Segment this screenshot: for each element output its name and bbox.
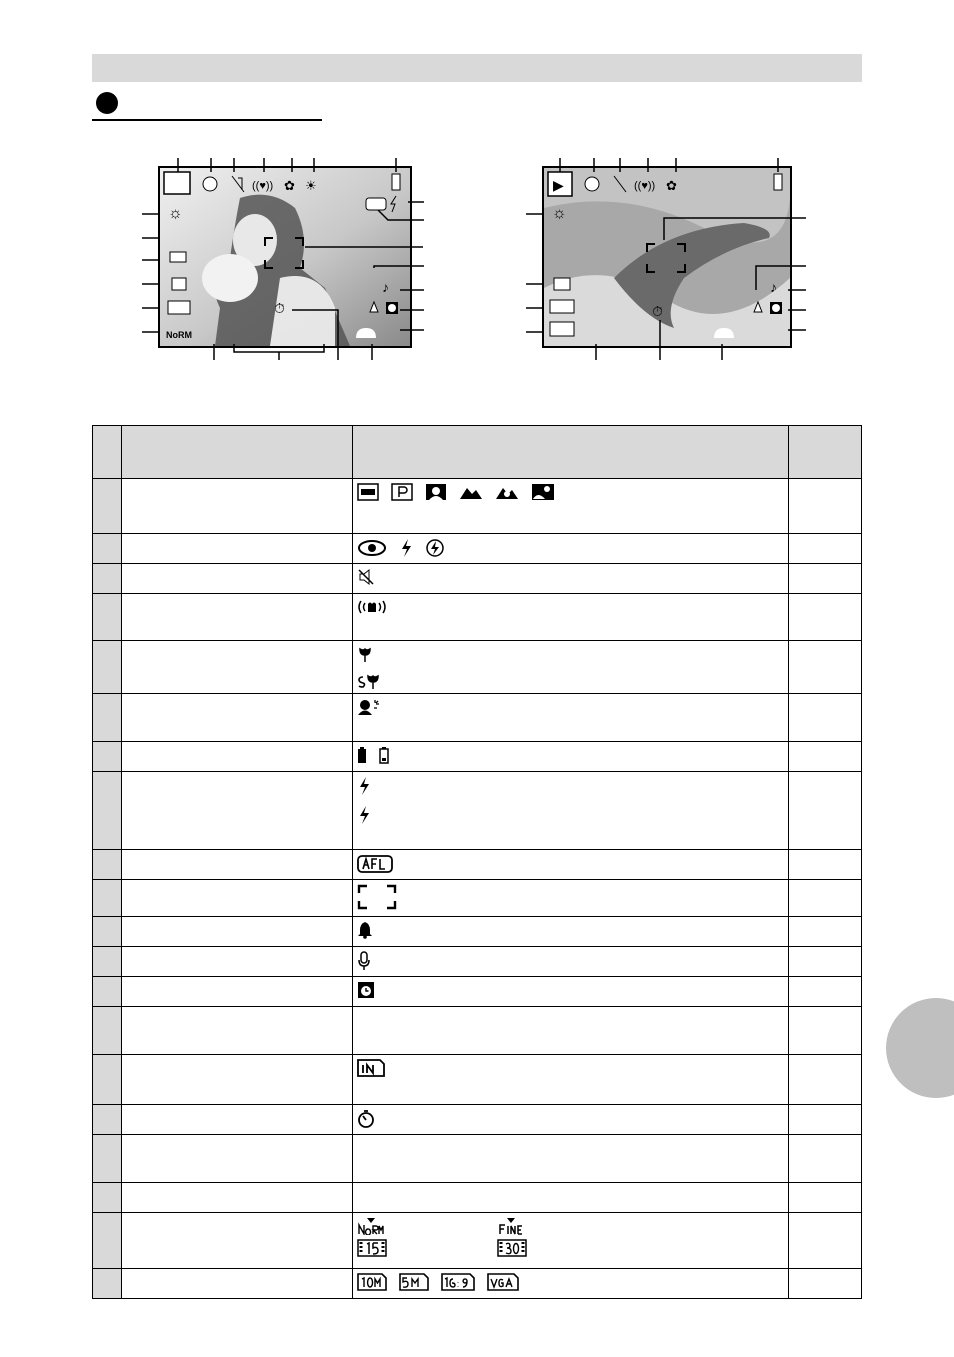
row-item-cell xyxy=(122,534,353,564)
row-indication-cell xyxy=(353,742,789,772)
white-balance-icon: ☼ xyxy=(552,205,567,222)
indication-icons xyxy=(357,880,784,910)
row-page-cell xyxy=(789,1213,862,1269)
row-number-cell xyxy=(93,534,122,564)
row-number-cell xyxy=(93,772,122,850)
table-row xyxy=(93,479,862,534)
indication-icons xyxy=(357,917,784,939)
super-macro-icon xyxy=(357,672,784,693)
row-page-cell xyxy=(789,534,862,564)
table-row xyxy=(93,880,862,917)
size-16-9-icon xyxy=(441,1273,475,1291)
row-item-cell xyxy=(122,1105,353,1135)
auto-mode-icon xyxy=(357,483,379,501)
indication-icons xyxy=(357,1269,784,1291)
row-indication-cell xyxy=(353,917,789,947)
row-page-cell xyxy=(789,594,862,641)
row-item-cell xyxy=(122,850,353,880)
fine-quality-icon xyxy=(497,1217,637,1235)
col-header-page xyxy=(789,426,862,479)
red-eye-flash-icon xyxy=(357,539,387,557)
af-target-mark-icon xyxy=(357,884,397,910)
night-scene-mode-icon xyxy=(531,483,555,501)
row-item-cell xyxy=(122,1007,353,1055)
size-5m-icon xyxy=(399,1273,429,1291)
row-number-cell xyxy=(93,564,122,594)
table-row xyxy=(93,1105,862,1135)
row-number-cell xyxy=(93,479,122,534)
row-item-cell xyxy=(122,772,353,850)
row-indication-cell xyxy=(353,534,789,564)
row-indication-cell xyxy=(353,694,789,742)
afl-icon xyxy=(357,854,393,874)
sound-record-icon: ♪ xyxy=(770,279,777,295)
table-row xyxy=(93,1135,862,1183)
row-number-cell xyxy=(93,917,122,947)
p-mode-icon xyxy=(391,483,413,501)
row-item-cell xyxy=(122,479,353,534)
flash-warning-icon xyxy=(357,805,784,828)
indication-icons xyxy=(357,564,784,586)
row-item-cell xyxy=(122,742,353,772)
row-item-cell xyxy=(122,1055,353,1105)
table-row xyxy=(93,694,862,742)
table-row xyxy=(93,1183,862,1213)
row-number-cell xyxy=(93,1105,122,1135)
row-item-cell xyxy=(122,947,353,977)
indication-icons xyxy=(357,1213,784,1257)
row-item-cell xyxy=(122,694,353,742)
sound-record-icon xyxy=(357,951,371,971)
row-item-cell xyxy=(122,1183,353,1213)
shadow-adjust-icon: ☀ xyxy=(305,178,317,193)
row-page-cell xyxy=(789,850,862,880)
indication-icons xyxy=(357,1007,784,1011)
frame-rate-15-icon xyxy=(357,1239,497,1257)
chapter-side-tab xyxy=(886,998,954,1098)
row-number-cell xyxy=(93,850,122,880)
table-row xyxy=(93,772,862,850)
row-item-cell xyxy=(122,1269,353,1299)
indication-icons xyxy=(357,1183,784,1187)
image-stabilizer-icon: ((♥)) xyxy=(634,180,656,192)
indication-icons xyxy=(357,850,784,874)
row-page-cell xyxy=(789,564,862,594)
macro-icon: ✿ xyxy=(284,178,295,193)
row-number-cell xyxy=(93,742,122,772)
white-balance-icon: ☼ xyxy=(168,205,183,222)
row-number-cell xyxy=(93,694,122,742)
alarm-icon xyxy=(357,921,373,939)
row-number-cell xyxy=(93,1213,122,1269)
row-indication-cell xyxy=(353,977,789,1007)
row-indication-cell xyxy=(353,479,789,534)
col-header-number xyxy=(93,426,122,479)
row-item-cell xyxy=(122,977,353,1007)
row-indication-cell xyxy=(353,1135,789,1183)
image-stabilizer-icon xyxy=(357,598,387,616)
row-indication-cell xyxy=(353,1269,789,1299)
col-header-item xyxy=(122,426,353,479)
callout-lines xyxy=(0,0,954,420)
indication-icons xyxy=(357,534,784,558)
size-10m-icon xyxy=(357,1273,387,1291)
row-number-cell xyxy=(93,947,122,977)
table-row xyxy=(93,534,862,564)
landscape-portrait-mode-icon xyxy=(495,483,519,501)
indicator-reference-table xyxy=(92,425,862,1299)
shadow-adjustment-icon xyxy=(357,698,381,716)
row-page-cell xyxy=(789,479,862,534)
row-item-cell xyxy=(122,1135,353,1183)
row-number-cell xyxy=(93,641,122,694)
flash-off-icon xyxy=(425,538,445,558)
row-indication-cell xyxy=(353,594,789,641)
row-page-cell xyxy=(789,742,862,772)
indication-icons xyxy=(357,1105,784,1129)
indication-icons xyxy=(357,479,784,501)
indication-icons xyxy=(357,1055,784,1077)
battery-full-icon xyxy=(357,746,367,764)
row-item-cell xyxy=(122,594,353,641)
row-page-cell xyxy=(789,641,862,694)
table-row xyxy=(93,1007,862,1055)
row-page-cell xyxy=(789,947,862,977)
row-indication-cell xyxy=(353,850,789,880)
row-page-cell xyxy=(789,772,862,850)
image-stabilizer-icon: ((♥)) xyxy=(252,180,274,192)
row-indication-cell xyxy=(353,1055,789,1105)
indication-icons xyxy=(357,772,784,828)
battery-low-icon xyxy=(379,746,389,764)
row-page-cell xyxy=(789,1269,862,1299)
row-indication-cell xyxy=(353,641,789,694)
self-timer-icon: ⏱ xyxy=(274,300,285,316)
normal-quality-icon xyxy=(357,1217,497,1235)
table-row xyxy=(93,917,862,947)
row-number-cell xyxy=(93,1269,122,1299)
row-indication-cell xyxy=(353,772,789,850)
row-indication-cell xyxy=(353,1213,789,1269)
self-timer-icon xyxy=(357,1109,375,1129)
row-number-cell xyxy=(93,1055,122,1105)
table-body xyxy=(93,479,862,1299)
table-row xyxy=(93,850,862,880)
table-header-row xyxy=(93,426,862,479)
internal-memory-icon xyxy=(357,1059,385,1077)
row-page-cell xyxy=(789,917,862,947)
indication-icons xyxy=(357,694,784,716)
table-row xyxy=(93,1213,862,1269)
self-timer-icon: ⏱ xyxy=(652,303,663,319)
table-row xyxy=(93,1055,862,1105)
flash-charge-icon xyxy=(357,776,784,799)
row-number-cell xyxy=(93,1007,122,1055)
size-vga-icon xyxy=(487,1273,519,1291)
row-indication-cell xyxy=(353,947,789,977)
row-item-cell xyxy=(122,564,353,594)
col-header-indication xyxy=(353,426,789,479)
fill-in-flash-icon xyxy=(399,538,413,558)
row-number-cell xyxy=(93,1183,122,1213)
alarm-clock-icon xyxy=(357,981,375,999)
table-row xyxy=(93,641,862,694)
row-indication-cell xyxy=(353,1183,789,1213)
row-indication-cell xyxy=(353,880,789,917)
row-page-cell xyxy=(789,694,862,742)
row-page-cell xyxy=(789,1007,862,1055)
table-row xyxy=(93,594,862,641)
sound-record-icon: ♪ xyxy=(382,279,389,295)
row-page-cell xyxy=(789,1135,862,1183)
row-item-cell xyxy=(122,1213,353,1269)
indication-icons xyxy=(357,977,784,999)
row-number-cell xyxy=(93,594,122,641)
table-row xyxy=(93,564,862,594)
indication-icons xyxy=(357,742,784,764)
table-row xyxy=(93,742,862,772)
row-item-cell xyxy=(122,641,353,694)
row-number-cell xyxy=(93,977,122,1007)
row-item-cell xyxy=(122,917,353,947)
row-indication-cell xyxy=(353,1007,789,1055)
indication-icons xyxy=(357,947,784,971)
macro-icon xyxy=(357,645,784,666)
table-row xyxy=(93,947,862,977)
row-item-cell xyxy=(122,880,353,917)
indication-icons xyxy=(357,1135,784,1139)
landscape-mode-icon xyxy=(459,483,483,501)
row-indication-cell xyxy=(353,1105,789,1135)
row-number-cell xyxy=(93,880,122,917)
mute-icon xyxy=(357,568,375,586)
portrait-mode-icon xyxy=(425,483,447,501)
row-page-cell xyxy=(789,1105,862,1135)
row-page-cell xyxy=(789,1183,862,1213)
table-row xyxy=(93,977,862,1007)
row-page-cell xyxy=(789,977,862,1007)
row-number-cell xyxy=(93,1135,122,1183)
row-page-cell xyxy=(789,1055,862,1105)
movie-camera-glyph: ▶ xyxy=(553,177,564,193)
table-row xyxy=(93,1269,862,1299)
macro-icon: ✿ xyxy=(666,178,677,193)
indication-icons xyxy=(357,594,784,616)
image-quality-icon: NoRM xyxy=(166,330,192,340)
frame-rate-30-icon xyxy=(497,1239,637,1257)
row-page-cell xyxy=(789,880,862,917)
row-indication-cell xyxy=(353,564,789,594)
indication-icons xyxy=(357,641,784,693)
